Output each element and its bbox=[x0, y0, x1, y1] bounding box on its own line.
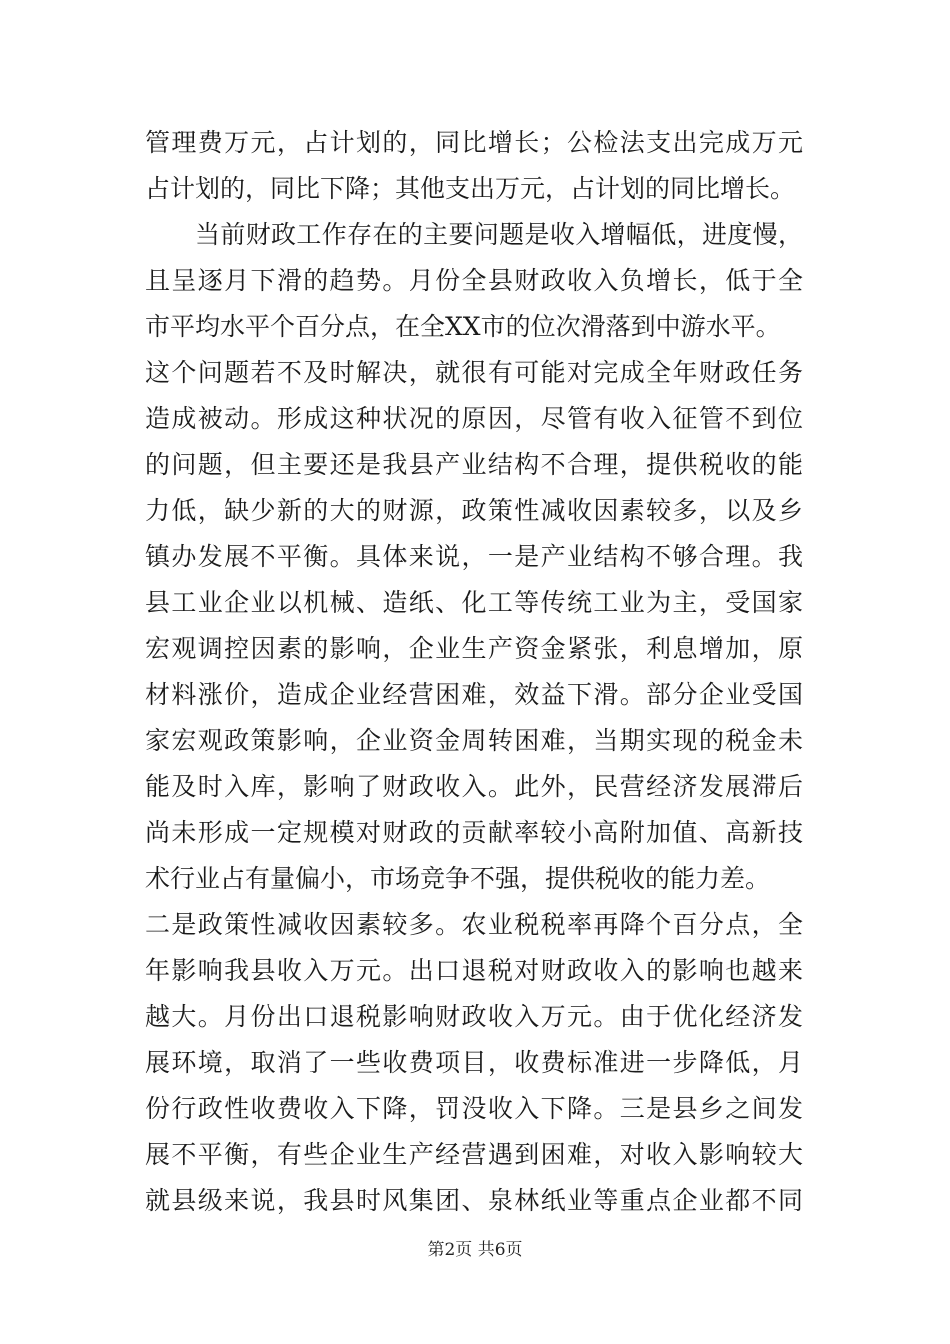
body-line-21: 展环境，取消了一些收费项目，收费标准进一步降低，月 bbox=[145, 1048, 803, 1077]
body-line-2: 占计划的，同比下降；其他支出万元，占计划的同比增长。 bbox=[145, 174, 796, 203]
body-line-7: 造成被动。形成这种状况的原因，尽管有收入征管不到位 bbox=[145, 404, 803, 433]
body-line-1: 管理费万元，占计划的，同比增长；公检法支出完成万元 bbox=[145, 128, 803, 157]
body-line-4: 且呈逐月下滑的趋势。月份全县财政收入负增长，低于全 bbox=[145, 266, 803, 295]
body-line-19: 年影响我县收入万元。出口退税对财政收入的影响也越来 bbox=[145, 956, 803, 985]
body-line-15: 能及时入库，影响了财政收入。此外，民营经济发展滞后 bbox=[145, 772, 803, 801]
body-line-12: 宏观调控因素的影响，企业生产资金紧张，利息增加，原 bbox=[145, 634, 803, 663]
body-line-22: 份行政性收费收入下降，罚没收入下降。三是县乡之间发 bbox=[145, 1094, 803, 1123]
body-line-3: 当前财政工作存在的主要问题是收入增幅低，进度慢， bbox=[195, 220, 803, 249]
body-line-23: 展不平衡，有些企业生产经营遇到困难，对收入影响较大 bbox=[145, 1140, 803, 1169]
body-line-20: 越大。月份出口退税影响财政收入万元。由于优化经济发 bbox=[145, 1002, 803, 1031]
body-line-6: 这个问题若不及时解决，就很有可能对完成全年财政任务 bbox=[145, 358, 803, 387]
body-line-17: 术行业占有量偏小，市场竞争不强，提供税收的能力差。 bbox=[145, 864, 771, 893]
body-line-24: 就县级来说，我县时风集团、泉林纸业等重点企业都不同 bbox=[145, 1186, 803, 1215]
body-line-10: 镇办发展不平衡。具体来说，一是产业结构不够合理。我 bbox=[145, 542, 803, 571]
body-line-13: 材料涨价，造成企业经营困难，效益下滑。部分企业受国 bbox=[145, 680, 803, 709]
body-line-18: 二是政策性减收因素较多。农业税税率再降个百分点，全 bbox=[145, 910, 803, 939]
body-line-9: 力低，缺少新的大的财源，政策性减收因素较多，以及乡 bbox=[145, 496, 803, 525]
page-number-footer: 第2页 共6页 bbox=[427, 1240, 523, 1260]
body-line-14: 家宏观政策影响，企业资金周转困难，当期实现的税金未 bbox=[145, 726, 803, 755]
body-line-5: 市平均水平个百分点，在全XX市的位次滑落到中游水平。 bbox=[145, 312, 781, 341]
body-line-16: 尚未形成一定规模对财政的贡献率较小高附加值、高新技 bbox=[145, 818, 803, 847]
body-line-11: 县工业企业以机械、造纸、化工等传统工业为主，受国家 bbox=[145, 588, 803, 617]
body-line-8: 的问题，但主要还是我县产业结构不合理，提供税收的能 bbox=[145, 450, 803, 479]
